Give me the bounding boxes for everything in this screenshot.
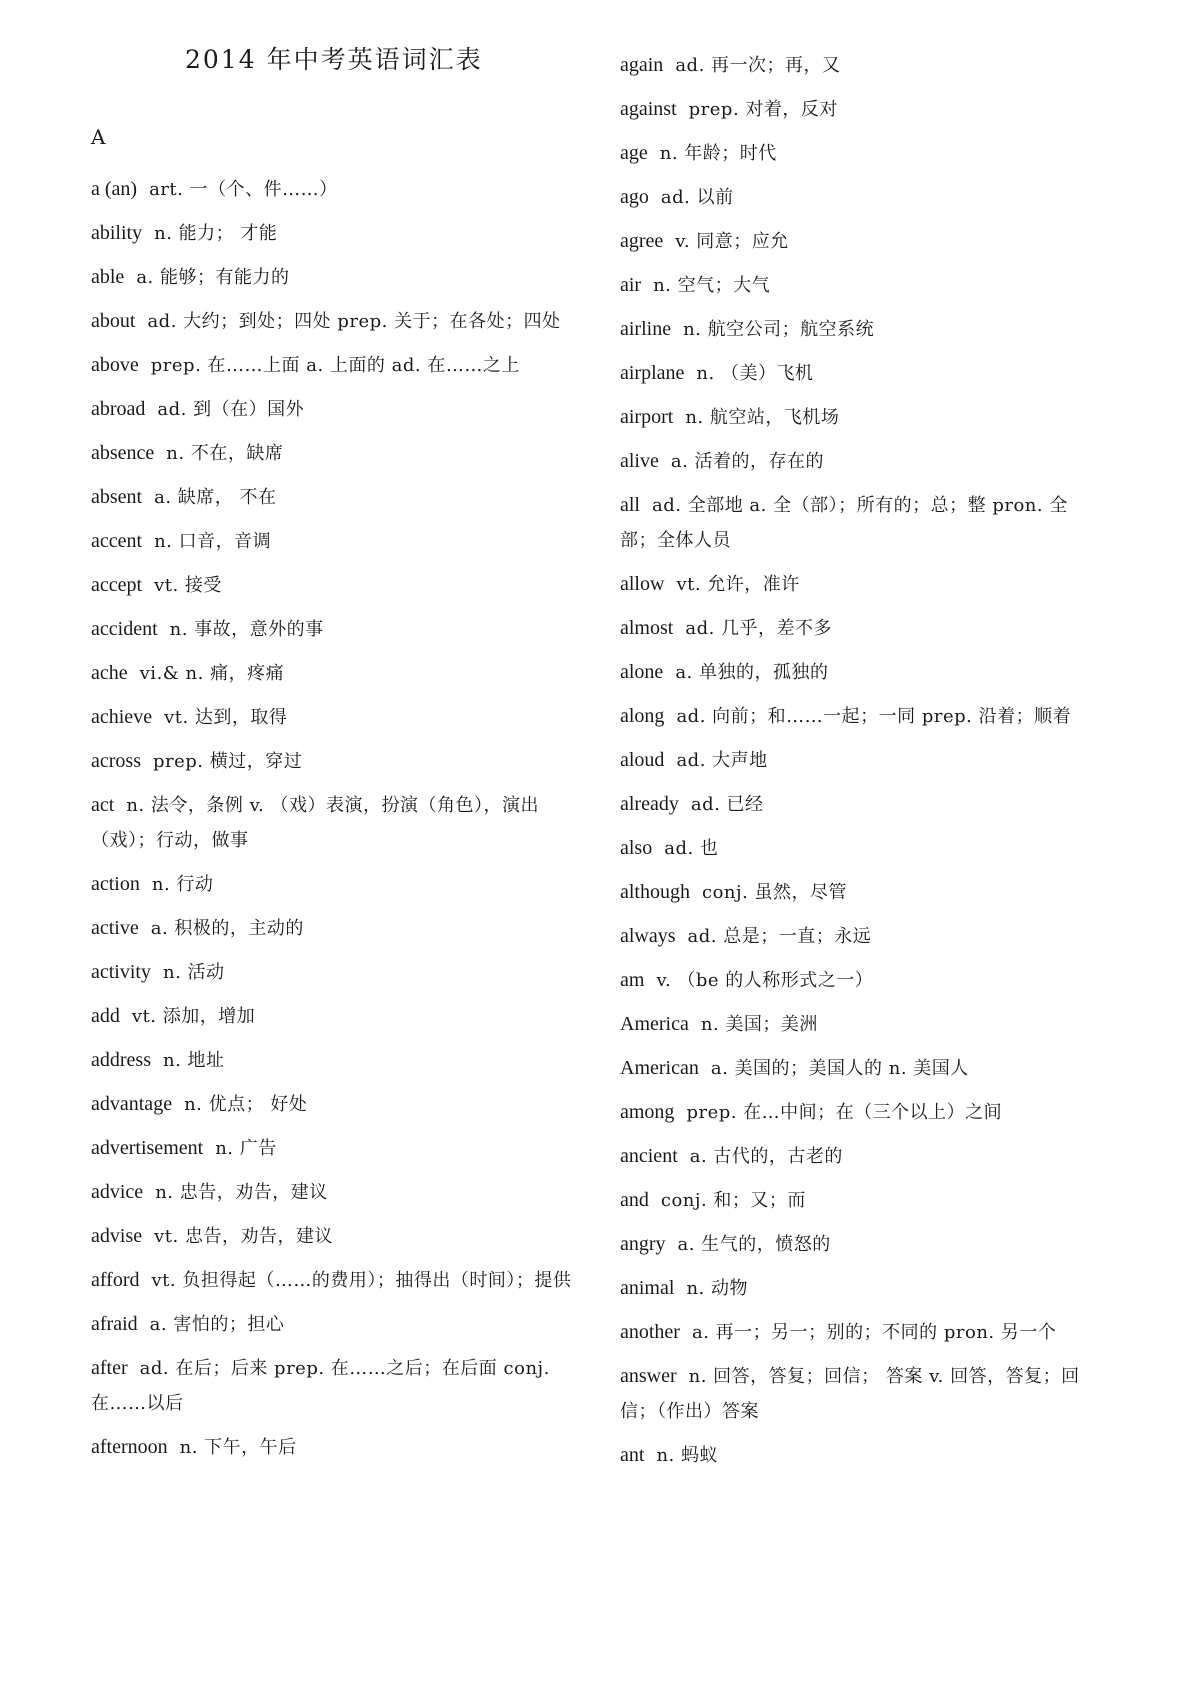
vocab-definition: n. 事故，意外的事 [169,619,324,640]
vocab-word: among [620,1101,675,1123]
vocab-entry [620,567,1090,602]
vocab-word: all [620,494,640,516]
vocab-entry [91,1351,581,1421]
vocab-definition: n. 航空站，飞机场 [685,407,840,428]
vocab-definition: n. 空气；大气 [653,275,771,296]
vocab-word: act [91,794,115,816]
vocab-entry [91,1043,581,1078]
vocab-word: always [620,925,676,947]
vocab-entry [620,1095,1090,1130]
vocab-word: ago [620,186,649,208]
vocab-word: ancient [620,1145,678,1167]
vocab-definition: prep. 在…中间；在（三个以上）之间 [686,1102,1003,1123]
vocab-definition: ad. 全部地 a. 全（部）；所有的；总；整 pron. 全部；全体人员 [620,495,1068,551]
vocab-entry [91,999,581,1034]
vocab-entry [620,224,1090,259]
vocab-entry [620,268,1090,303]
vocab-word: advise [91,1225,143,1247]
vocab-entry [620,655,1090,690]
vocab-word: afternoon [91,1436,168,1458]
vocab-word: about [91,310,136,332]
vocab-word: address [91,1049,151,1071]
vocab-word: accident [91,618,158,640]
vocab-definition: n. 行动 [151,874,214,895]
vocab-entry [91,1175,581,1210]
vocab-entry [620,400,1090,435]
vocab-word: against [620,98,677,120]
vocab-entry [620,356,1090,391]
vocab-entry [91,911,581,946]
vocab-definition: n. 下午，午后 [179,1437,297,1458]
vocab-word: and [620,1189,649,1211]
vocab-entry [620,136,1090,171]
vocab-entry [91,955,581,990]
vocab-word: aloud [620,749,665,771]
vocab-word: air [620,274,642,296]
vocab-entry [620,488,1090,558]
vocab-entry [620,1183,1090,1218]
vocab-word: animal [620,1277,675,1299]
vocab-entry [620,875,1090,910]
vocab-word: alive [620,450,659,472]
vocab-definition: ad. 到（在）国外 [157,399,305,420]
vocab-entry [620,1438,1090,1473]
vocab-entry [91,304,581,339]
vocab-definition: n. 广告 [215,1138,277,1159]
vocab-definition: n. 法令，条例 v. （戏）表演，扮演（角色），演出（戏）；行动，做事 [91,795,540,851]
vocab-definition: n. 蚂蚁 [656,1445,718,1466]
vocab-word: a (an) [91,178,138,200]
vocab-entry [91,392,581,427]
vocab-word: accept [91,574,143,596]
vocab-word: advantage [91,1093,173,1115]
vocab-entry [91,656,581,691]
vocab-definition: n. 能力； 才能 [154,223,278,244]
vocab-definition: ad. 在后；后来 prep. 在……之后；在后面 conj. 在……以后 [91,1358,550,1414]
vocab-entry [91,1263,581,1298]
vocab-definition: n. 不在，缺席 [166,443,284,464]
vocab-word: agree [620,230,664,252]
vocab-word: above [91,354,139,376]
vocab-definition: a. 积极的，主动的 [150,918,304,939]
vocab-word: active [91,917,139,939]
right-column [620,48,1090,1482]
vocab-definition: ad. 已经 [690,794,764,815]
vocab-word: allow [620,573,665,595]
vocab-entry [91,1430,581,1465]
vocab-entry [91,700,581,735]
vocab-definition: n. 忠告，劝告，建议 [155,1182,328,1203]
vocab-word: ability [91,222,143,244]
vocab-definition: conj. 和；又；而 [660,1190,806,1211]
vocab-entry [620,787,1090,822]
vocab-entry [620,963,1090,998]
vocab-definition: ad. 大约；到处；四处 prep. 关于；在各处；四处 [147,311,561,332]
vocab-definition: n. 活动 [162,962,225,983]
vocab-entry [620,1271,1090,1306]
vocab-definition: a. 缺席， 不在 [154,487,277,508]
vocab-word: already [620,793,679,815]
page-title: 2014 年中考英语词汇表 [185,45,483,74]
vocab-entry [91,1131,581,1166]
vocab-entry [620,1051,1090,1086]
vocab-definition: vi.& n. 痛，疼痛 [139,663,285,684]
vocab-definition: v. 同意；应允 [675,231,789,252]
vocab-entry [91,1087,581,1122]
vocab-definition: n. 地址 [162,1050,225,1071]
vocab-definition: ad. 再一次；再，又 [675,55,841,76]
vocab-entry [620,1315,1090,1350]
vocab-entry [620,699,1090,734]
vocab-entry [620,1227,1090,1262]
vocab-definition: ad. 也 [664,838,719,859]
vocab-entry [91,568,581,603]
vocab-entry [620,743,1090,778]
vocab-entry [620,1139,1090,1174]
vocab-definition: n. 口音，音调 [154,531,272,552]
vocab-word: am [620,969,645,991]
vocab-definition: n. 回答，答复；回信； 答案 v. 回答，答复；回信；（作出）答案 [620,1366,1080,1422]
vocab-definition: vt. 忠告，劝告，建议 [154,1226,333,1247]
vocab-definition: vt. 接受 [154,575,222,596]
vocab-entry [91,612,581,647]
vocab-definition: prep. 在……上面 a. 上面的 ad. 在……之上 [150,355,520,376]
vocab-word: afford [91,1269,140,1291]
vocab-definition: n. 美国；美洲 [700,1014,818,1035]
vocab-definition: a. 生气的，愤怒的 [677,1234,831,1255]
vocab-word: almost [620,617,674,639]
vocab-entry [91,216,581,251]
vocab-entry [91,480,581,515]
vocab-word: also [620,837,653,859]
vocab-word: another [620,1321,680,1343]
vocab-definition: art. 一（个、件……） [149,179,338,200]
vocab-entry [91,1219,581,1254]
vocab-entry [91,1307,581,1342]
vocab-entry [91,524,581,559]
vocab-word: absent [91,486,143,508]
vocab-definition: v. （be 的人称形式之一） [656,970,874,991]
vocab-word: alone [620,661,664,683]
vocab-entry [91,867,581,902]
vocab-entry [91,348,581,383]
vocab-entry [620,48,1090,83]
vocab-entry [620,312,1090,347]
vocab-definition: ad. 向前；和……一起；一同 prep. 沿着；顺着 [676,706,1072,727]
vocab-word: ant [620,1444,645,1466]
vocab-definition: vt. 负担得起（……的费用）；抽得出（时间）；提供 [151,1270,572,1291]
vocab-entry [91,744,581,779]
vocab-word: along [620,705,665,727]
vocab-definition: conj. 虽然，尽管 [702,882,848,903]
vocab-word: able [91,266,125,288]
vocab-word: although [620,881,690,903]
vocab-entry [91,260,581,295]
vocab-word: airline [620,318,672,340]
left-column [91,172,581,1474]
vocab-word: activity [91,961,151,983]
vocab-entry [620,92,1090,127]
vocab-definition: ad. 几乎，差不多 [685,618,833,639]
vocab-definition: a. 古代的，古老的 [689,1146,843,1167]
vocab-definition: vt. 允许，准许 [676,574,800,595]
vocab-definition: n. 航空公司；航空系统 [683,319,875,340]
vocab-word: advice [91,1181,144,1203]
vocab-definition: n. （美）飞机 [696,363,814,384]
vocab-entry [620,180,1090,215]
vocab-word: age [620,142,648,164]
vocab-definition: a. 能够；有能力的 [136,267,290,288]
vocab-word: ache [91,662,128,684]
vocab-entry [620,444,1090,479]
vocab-word: after [91,1357,128,1379]
vocab-definition: n. 动物 [686,1278,748,1299]
vocab-definition: n. 年龄；时代 [659,143,777,164]
vocab-definition: prep. 横过，穿过 [152,751,303,772]
vocab-word: add [91,1005,120,1027]
vocab-definition: ad. 大声地 [676,750,768,771]
vocab-definition: n. 优点； 好处 [184,1094,308,1115]
vocab-definition: prep. 对着，反对 [688,99,838,120]
vocab-entry [620,919,1090,954]
vocab-word: again [620,54,664,76]
vocab-word: answer [620,1365,677,1387]
vocab-definition: vt. 达到，取得 [164,707,288,728]
vocab-definition: a. 活着的，存在的 [670,451,825,472]
vocab-word: accent [91,530,143,552]
section-letter: A [91,125,106,149]
vocab-definition: ad. 以前 [660,187,734,208]
vocab-word: across [91,750,141,772]
vocab-definition: vt. 添加，增加 [131,1006,256,1027]
vocab-definition: ad. 总是；一直；永远 [687,926,872,947]
vocab-word: achieve [91,706,153,728]
vocab-entry [91,436,581,471]
vocab-definition: a. 单独的，孤独的 [675,662,829,683]
vocab-definition: a. 害怕的；担心 [149,1314,285,1335]
vocab-word: afraid [91,1313,138,1335]
vocab-word: absence [91,442,155,464]
vocab-word: advertisement [91,1137,204,1159]
vocab-word: America [620,1013,689,1035]
vocab-word: airport [620,406,674,428]
vocab-entry [91,788,581,858]
vocab-entry [620,1359,1090,1429]
vocab-word: American [620,1057,699,1079]
vocab-entry [620,1007,1090,1042]
vocab-entry [620,611,1090,646]
vocab-entry [91,172,581,207]
vocab-word: airplane [620,362,685,384]
vocab-word: abroad [91,398,146,420]
vocab-word: action [91,873,140,895]
vocab-entry [620,831,1090,866]
vocab-definition: a. 美国的；美国人的 n. 美国人 [710,1058,969,1079]
vocab-word: angry [620,1233,666,1255]
vocab-definition: a. 再一；另一；别的；不同的 pron. 另一个 [691,1322,1057,1343]
